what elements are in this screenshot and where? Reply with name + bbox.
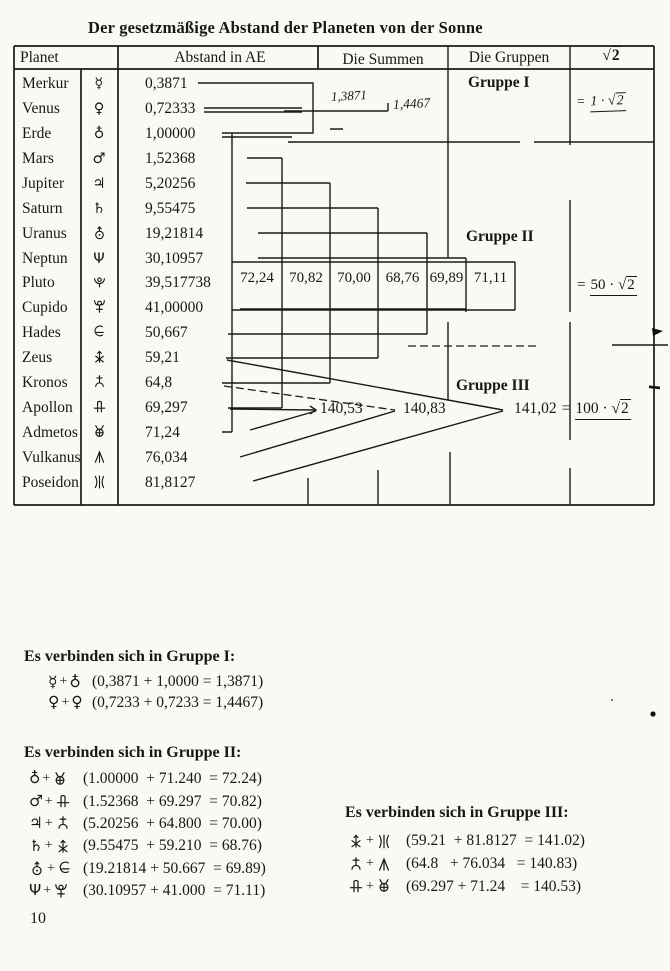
- planet-pair: [29, 771, 83, 788]
- equation-formula: (9.55475 + 59.210 = 68.76): [83, 837, 262, 855]
- planet-name: Pluto: [22, 274, 55, 292]
- earth-symbol-icon: ♁: [29, 769, 41, 788]
- planet-symbol-cell: [87, 200, 111, 218]
- planet-pair: [29, 860, 83, 877]
- distance-value: 1,52368: [145, 149, 196, 167]
- planet-symbol-cell: [87, 349, 111, 368]
- group2-sqrt-equation: [577, 277, 637, 296]
- distance-value: 59,21: [145, 349, 180, 367]
- plus-sign: +: [366, 878, 374, 894]
- planet-pair: [29, 815, 83, 832]
- earth-symbol-icon: ♁: [93, 125, 105, 142]
- sum-cell: 70,00: [337, 270, 371, 286]
- plus-sign: +: [366, 833, 374, 849]
- col-header-sums: Die Summen: [342, 51, 424, 68]
- equation-line: [24, 880, 266, 902]
- planet-row: [0, 446, 330, 471]
- equation-section-group2: [24, 744, 266, 902]
- handwritten-sum-1-3871: 1,3871: [330, 87, 368, 104]
- col-header-groups: Die Gruppen: [468, 49, 550, 66]
- handwritten-sum-1-4467: 1,4467: [392, 95, 431, 112]
- sqrt-expression: 100 · √2: [575, 400, 630, 420]
- planet-symbol-cell: [87, 175, 111, 193]
- planet-row: [0, 97, 330, 122]
- planet-row: [0, 247, 330, 272]
- planet-name: Apollon: [22, 399, 73, 417]
- distance-value: 39,517738: [145, 274, 211, 292]
- plus-sign: +: [47, 860, 55, 876]
- group1-sqrt-equation: [576, 93, 626, 113]
- planet-row: [0, 122, 330, 147]
- venus-symbol-icon: ♀: [93, 100, 105, 117]
- planet-symbol-cell: [87, 374, 111, 393]
- planet-pair: [348, 878, 406, 895]
- distance-value: 9,55475: [145, 199, 196, 217]
- planet-symbol-cell: [87, 474, 111, 493]
- equation-lines: [24, 672, 263, 713]
- equation-line: [24, 768, 266, 790]
- planet-row: [0, 147, 330, 172]
- planet-pair: [29, 838, 83, 855]
- equation-section-group3: [345, 804, 585, 898]
- equation-section-group1: [24, 648, 263, 713]
- planet-symbol-cell: [87, 250, 111, 268]
- group3-sum-a: 140,53: [320, 400, 363, 417]
- apollon-symbol-icon: [348, 878, 364, 895]
- planet-symbol-cell: [87, 100, 111, 118]
- planet-row: [0, 396, 330, 421]
- equation-line: [345, 853, 585, 876]
- saturn-symbol-icon: ♄: [92, 200, 106, 217]
- col-header-sqrt2: √2: [602, 47, 620, 64]
- equation-formula: (1.00000 + 71.240 = 72.24): [83, 770, 262, 788]
- distance-value: 41,00000: [145, 299, 204, 317]
- plus-sign: +: [366, 856, 374, 872]
- group3-sum-final: 141,02: [514, 400, 557, 417]
- planet-name: Venus: [22, 99, 60, 117]
- section-heading: Es verbinden sich in Gruppe II:: [24, 744, 242, 761]
- planet-name: Mars: [22, 149, 54, 167]
- equation-formula: (69.297 + 71.24 = 140.53): [406, 877, 582, 895]
- kronos-symbol-icon: [55, 815, 71, 832]
- group3-sum-b: 140,83: [403, 400, 446, 417]
- vulkanus-symbol-icon: [376, 856, 392, 873]
- plus-sign: +: [42, 771, 51, 787]
- planet-name: Saturn: [22, 199, 63, 217]
- equation-line: [24, 835, 266, 857]
- planet-name: Vulkanus: [22, 448, 81, 466]
- pluto-symbol-icon: [92, 274, 107, 290]
- sqrt-radicand: 2: [616, 93, 624, 109]
- equation-line: [24, 790, 266, 812]
- mercury-symbol-icon: ☿: [94, 76, 104, 92]
- planet-row: [0, 321, 330, 346]
- section-heading: Es verbinden sich in Gruppe I:: [24, 648, 236, 665]
- planet-name: Zeus: [22, 349, 53, 367]
- zeus-symbol-icon: [55, 838, 71, 855]
- sum-cell: 68,76: [385, 270, 420, 286]
- equation-formula: (0,3871 + 1,0000 = 1,3871): [92, 673, 264, 691]
- distance-value: 76,034: [145, 448, 188, 466]
- planet-row: [0, 72, 330, 97]
- planet-row: [0, 222, 330, 247]
- mercury-symbol-icon: ☿: [48, 672, 58, 691]
- group2-label: Gruppe II: [466, 228, 534, 245]
- group1-label: Gruppe I: [468, 74, 530, 91]
- group3-final-equation: [514, 400, 631, 420]
- col-header-planet: Planet: [20, 49, 59, 66]
- plus-sign: +: [44, 815, 53, 831]
- planet-name: Poseidon: [22, 473, 79, 491]
- jupiter-symbol-icon: ♃: [92, 175, 106, 192]
- equation-formula: (1.52368 + 69.297 = 70.82): [83, 792, 262, 810]
- kronos-symbol-icon: [92, 374, 107, 390]
- neptune-symbol-icon: Ψ: [29, 881, 42, 900]
- uranus-symbol-icon: [92, 225, 107, 241]
- planet-name: Kronos: [22, 374, 68, 392]
- page-number: 10: [30, 910, 46, 927]
- equation-lines: [345, 830, 585, 898]
- planet-row: [0, 371, 330, 396]
- equation-formula: (59.21 + 81.8127 = 141.02): [406, 832, 585, 850]
- page-title: Der gesetzmäßige Abstand der Planeten von der Sonne: [88, 18, 483, 37]
- planet-symbol-cell: [87, 324, 111, 343]
- admetos-symbol-icon: [92, 424, 107, 440]
- equation-line: [345, 876, 585, 899]
- planet-name: Neptun: [22, 249, 68, 267]
- distance-value: 69,297: [145, 399, 188, 417]
- planet-name: Jupiter: [22, 174, 65, 192]
- planet-name: Admetos: [22, 424, 78, 442]
- section-heading: Es verbinden sich in Gruppe III:: [345, 804, 569, 821]
- cupido-symbol-icon: [53, 883, 69, 900]
- distance-value: 1,00000: [145, 124, 196, 142]
- sum-cell: 71,11: [473, 270, 508, 286]
- planet-row: [0, 197, 330, 222]
- uranus-symbol-icon: [29, 860, 45, 877]
- equals-sign: =: [561, 400, 571, 417]
- mars-symbol-icon: ♂: [29, 791, 43, 810]
- admetos-symbol-icon: [376, 878, 392, 895]
- earth-symbol-icon: ♁: [69, 672, 81, 691]
- planet-symbol-cell: [87, 125, 111, 143]
- jupiter-symbol-icon: ♃: [29, 814, 43, 833]
- plus-sign: +: [61, 694, 70, 710]
- hades-symbol-icon: [57, 860, 73, 877]
- planet-name: Uranus: [22, 224, 67, 242]
- sqrt-radicand: 2: [627, 277, 635, 293]
- apollon-symbol-icon: [92, 399, 107, 415]
- mars-symbol-icon: ♂: [92, 150, 106, 167]
- saturn-symbol-icon: ♄: [29, 836, 43, 855]
- kronos-symbol-icon: [348, 856, 364, 873]
- distance-value: 0,3871: [145, 75, 188, 92]
- sqrt-expression: 50 · √2: [590, 277, 636, 296]
- admetos-symbol-icon: [52, 771, 68, 788]
- planet-row: [0, 172, 330, 197]
- equation-formula: (5.20256 + 64.800 = 70.00): [83, 814, 262, 832]
- zeus-symbol-icon: [348, 833, 364, 850]
- planet-symbol-cell: [87, 225, 111, 244]
- distance-value: 5,20256: [145, 174, 196, 192]
- equation-formula: (64.8 + 76.034 = 140.83): [406, 855, 578, 873]
- hades-symbol-icon: [92, 324, 107, 340]
- sqrt-radicand: 2: [621, 400, 629, 417]
- planet-name: Merkur: [22, 75, 69, 92]
- planet-pair: [29, 883, 83, 900]
- poseidon-symbol-icon: [92, 474, 107, 490]
- sqrt-expression: 1 · √2: [590, 93, 626, 112]
- plus-sign: +: [44, 838, 53, 854]
- planet-symbol-cell: [87, 274, 111, 293]
- sqrt-radicand: 2: [611, 47, 620, 64]
- sum-cell: 69,89: [429, 270, 464, 286]
- planet-pair: [48, 695, 92, 711]
- planet-pair: [48, 674, 92, 690]
- neptune-symbol-icon: Ψ: [93, 250, 105, 267]
- planet-pair: [29, 793, 83, 810]
- plus-sign: +: [43, 883, 52, 899]
- planet-row: [0, 346, 330, 371]
- planet-symbol-cell: [87, 150, 111, 168]
- planet-name: Erde: [22, 124, 52, 142]
- planet-pair: [348, 856, 406, 873]
- distance-value: 50,667: [145, 324, 188, 342]
- planet-row: [0, 296, 330, 321]
- sum-cell: 70,82: [289, 270, 323, 286]
- planet-row: [0, 471, 330, 496]
- equation-line: [24, 693, 263, 714]
- planet-row: [0, 421, 330, 446]
- vulkanus-symbol-icon: [92, 449, 107, 465]
- planet-symbol-cell: [87, 299, 111, 318]
- equals-sign: =: [575, 94, 586, 110]
- group3-label: Gruppe III: [456, 377, 530, 394]
- poseidon-symbol-icon: [376, 833, 392, 850]
- distance-value: 19,21814: [145, 224, 204, 242]
- cupido-symbol-icon: [92, 299, 107, 315]
- distance-value: 71,24: [145, 424, 180, 442]
- plus-sign: +: [44, 793, 53, 809]
- planet-symbol-cell: [87, 424, 111, 443]
- distance-value: 0,72333: [145, 99, 196, 117]
- equation-line: [24, 813, 266, 835]
- planet-symbol-cell: [87, 399, 111, 418]
- distance-value: 30,10957: [145, 249, 204, 267]
- equation-formula: (30.10957 + 41.000 = 71.11): [83, 882, 266, 900]
- distance-value: 64,8: [145, 374, 173, 392]
- equation-line: [24, 858, 266, 880]
- planet-symbol-cell: [87, 75, 111, 93]
- equation-lines: [24, 768, 266, 902]
- planet-name: Hades: [22, 324, 61, 342]
- sum-cell: 72,24: [240, 270, 274, 286]
- distance-value: 81,8127: [145, 473, 196, 491]
- equation-line: [24, 672, 263, 693]
- apollon-symbol-icon: [55, 793, 71, 810]
- venus-symbol-icon: ♀: [71, 693, 83, 711]
- equals-sign: =: [577, 277, 586, 293]
- zeus-symbol-icon: [92, 349, 107, 365]
- equation-line: [345, 830, 585, 853]
- planet-name: Cupido: [22, 299, 68, 317]
- equation-formula: (19.21814 + 50.667 = 69.89): [83, 859, 266, 877]
- venus-symbol-icon: ♀: [48, 693, 60, 711]
- plus-sign: +: [59, 674, 68, 690]
- equation-formula: (0,7233 + 0,7233 = 1,4467): [92, 693, 264, 711]
- planet-symbol-cell: [87, 449, 111, 468]
- planet-pair: [348, 833, 406, 850]
- col-header-distance: Abstand in AE: [174, 49, 266, 66]
